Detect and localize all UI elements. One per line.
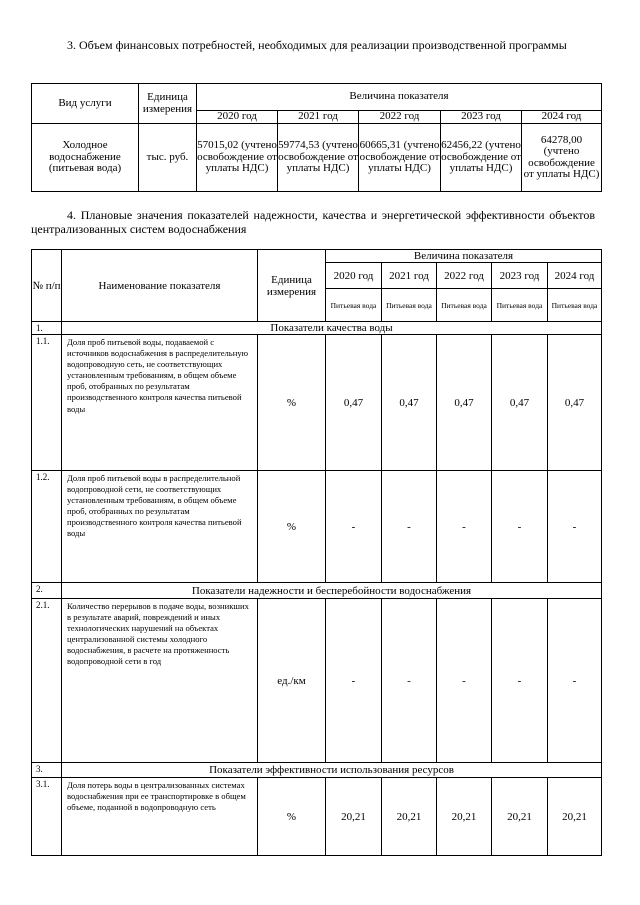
section-title: Показатели качества воды [62, 322, 602, 335]
indicator-value: - [492, 471, 548, 583]
indicator-value: - [437, 471, 492, 583]
value-cell: 62456,22 (учтено освобождение от уплаты НДС) [441, 124, 522, 192]
indicator-unit: % [258, 335, 326, 471]
header-value: Величина показателя [197, 84, 602, 111]
indicator-value: 20,21 [382, 778, 437, 856]
indicator-value: - [492, 599, 548, 763]
indicator-value: - [382, 599, 437, 763]
section3-heading: 3. Объем финансовых потребностей, необходимых для реализации производственной программы [67, 38, 567, 52]
indicator-value: 20,21 [548, 778, 602, 856]
section4-heading: 4. Плановые значения показателей надежности, качества и энергетической эффективности объектов централизованных систем водоснабжения [31, 208, 595, 236]
indicator-value: - [326, 599, 382, 763]
year-header: 2021 год [278, 111, 359, 124]
indicator-value: 20,21 [326, 778, 382, 856]
header-unit: Единица измерения [139, 84, 197, 124]
value-cell: 57015,02 (учтено освобождение от уплаты НДС) [197, 124, 278, 192]
indicator-name: Доля проб питьевой воды, подаваемой с источников водоснабжения в распределительную водопроводную сеть, не соответствующих установленным требованиям, в общем объеме проб, отобранных по результатам производственного контроля качества питьевой воды [62, 335, 258, 471]
indicator-name: Количество перерывов в подаче воды, возникших в результате аварий, повреждений и иных технологических нарушений на объектах централизованной системы холодного водоснабжения, в расчете на протяженность водопроводной сети в год [62, 599, 258, 763]
row-num: 3.1. [32, 778, 62, 856]
financial-needs-table [31, 83, 602, 192]
indicator-value: 0,47 [492, 335, 548, 471]
indicator-value: - [548, 599, 602, 763]
subheader-drinking-water: Питьевая вода [548, 289, 602, 322]
header-num: № п/п [32, 250, 62, 322]
indicator-value: - [437, 599, 492, 763]
indicator-value: 20,21 [437, 778, 492, 856]
section-title: Показатели надежности и бесперебойности водоснабжения [62, 583, 602, 599]
unit-cell: тыс. руб. [139, 124, 197, 192]
indicator-name: Доля проб питьевой воды в распределительной водопроводной сети, не соответствующих установленным требованиям, в общем объеме проб, отобранных по результатам производственного контроля качества питьевой воды [62, 471, 258, 583]
year-header: 2023 год [492, 263, 548, 289]
indicator-unit: ед./км [258, 599, 326, 763]
section-num: 3. [32, 763, 62, 778]
indicator-unit: % [258, 471, 326, 583]
subheader-drinking-water: Питьевая вода [382, 289, 437, 322]
year-header: 2022 год [437, 263, 492, 289]
value-cell: 59774,53 (учтено освобождение от уплаты НДС) [278, 124, 359, 192]
year-header: 2020 год [326, 263, 382, 289]
header-unit: Единица измерения [258, 250, 326, 322]
indicator-value: 0,47 [437, 335, 492, 471]
indicator-value: 20,21 [492, 778, 548, 856]
value-cell: 60665,31 (учтено освобождение от уплаты НДС) [359, 124, 441, 192]
row-num: 2.1. [32, 599, 62, 763]
year-header: 2023 год [441, 111, 522, 124]
row-num: 1.1. [32, 335, 62, 471]
year-header: 2020 год [197, 111, 278, 124]
indicator-value: 0,47 [382, 335, 437, 471]
year-header: 2021 год [382, 263, 437, 289]
indicator-value: - [326, 471, 382, 583]
section-title: Показатели эффективности использования ресурсов [62, 763, 602, 778]
indicator-value: 0,47 [326, 335, 382, 471]
year-header: 2024 год [548, 263, 602, 289]
header-name: Наименование показателя [62, 250, 258, 322]
subheader-drinking-water: Питьевая вода [437, 289, 492, 322]
header-service: Вид услуги [32, 84, 139, 124]
subheader-drinking-water: Питьевая вода [326, 289, 382, 322]
header-value: Величина показателя [326, 250, 602, 263]
value-cell: 64278,00 (учтено освобождение от уплаты НДС) [522, 124, 602, 192]
year-header: 2024 год [522, 111, 602, 124]
section-num: 2. [32, 583, 62, 599]
indicator-name: Доля потерь воды в централизованных системах водоснабжения при ее транспортировке в общем объеме, поданной в водопроводную сеть [62, 778, 258, 856]
indicator-value: - [548, 471, 602, 583]
service-cell: Холодное водоснабжение (питьевая вода) [32, 124, 139, 192]
section-num: 1. [32, 322, 62, 335]
indicator-value: - [382, 471, 437, 583]
indicator-unit: % [258, 778, 326, 856]
subheader-drinking-water: Питьевая вода [492, 289, 548, 322]
indicators-table [31, 249, 602, 856]
year-header: 2022 год [359, 111, 441, 124]
indicator-value: 0,47 [548, 335, 602, 471]
row-num: 1.2. [32, 471, 62, 583]
